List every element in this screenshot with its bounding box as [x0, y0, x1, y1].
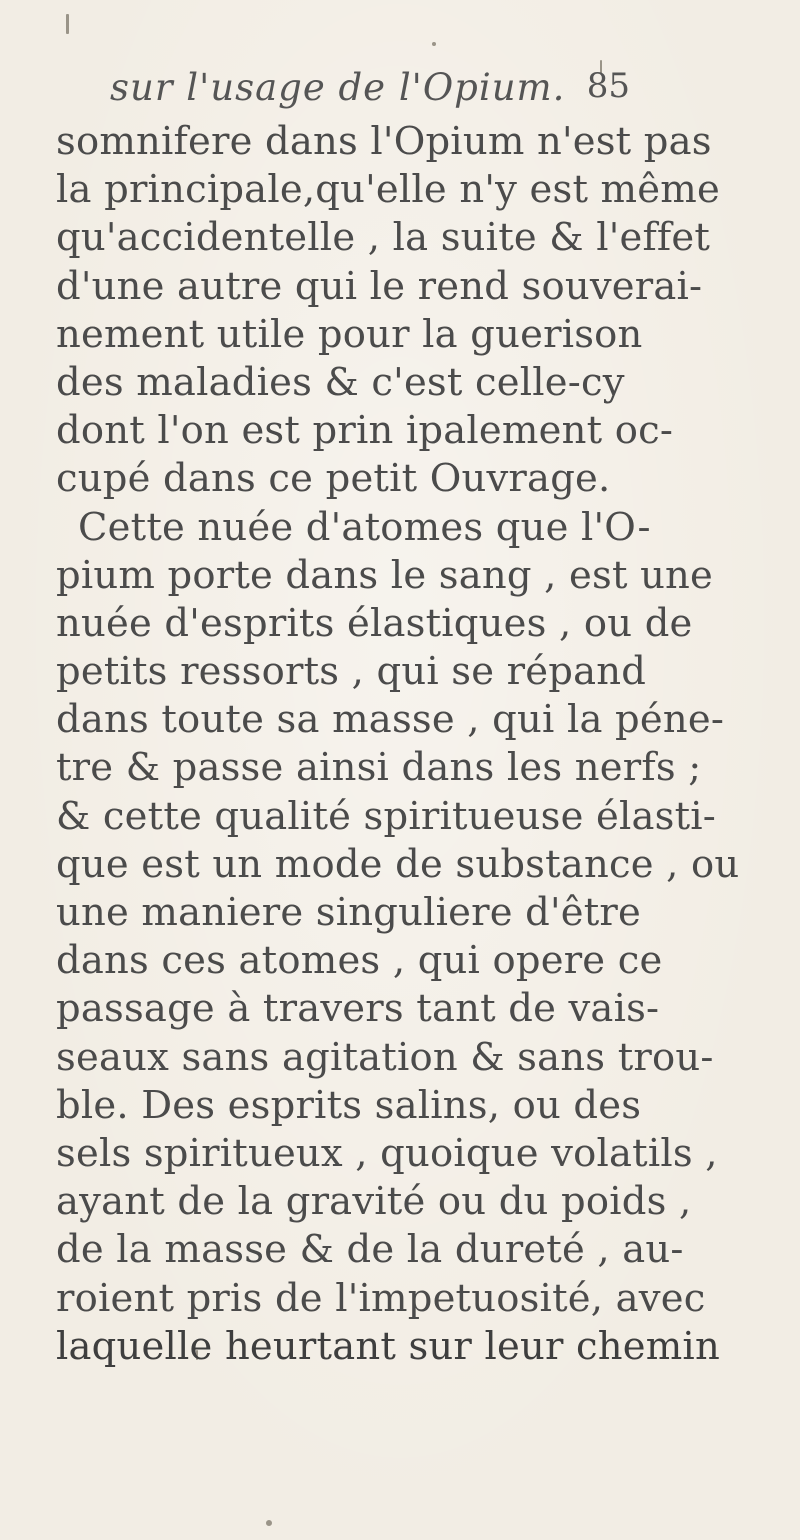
text-line: petits ressorts , qui se répand [56, 649, 647, 695]
text-line: ayant de la gravité ou du poids , [56, 1179, 692, 1225]
text-line: tre & passe ainsi dans les nerfs ; [56, 745, 702, 791]
page-header [110, 66, 630, 118]
page-number: 85 [586, 66, 630, 106]
text-line: une maniere singuliere d'être [56, 890, 642, 935]
text-line: sels spiritueux , quoique volatils , [56, 1130, 718, 1176]
ink-speck [66, 14, 69, 34]
text-line: que est un mode de substance , ou [56, 841, 740, 887]
text-line: Cette nuée d'atomes que l'O- [78, 504, 651, 550]
text-line: la principale,qu'elle n'y est même [56, 167, 720, 213]
text-line: dans ces atomes , qui opere ce [56, 938, 663, 984]
text-line: ble. Des esprits salins, ou des [56, 1082, 642, 1128]
body-text [56, 118, 740, 1371]
text-line: des maladies & c'est celle-cy [56, 359, 625, 405]
text-line: somnifere dans l'Opium n'est pas [56, 119, 712, 164]
text-line: laquelle heurtant sur leur chemin [56, 1323, 720, 1369]
ink-speck [266, 1520, 272, 1526]
text-line: dont l'on est prin ipalement oc- [56, 408, 674, 454]
running-head: sur l'usage de l'Opium. [110, 66, 566, 109]
text-line: qu'accidentelle , la suite & l'effet [56, 215, 711, 261]
text-line: nement utile pour la guerison [56, 311, 643, 357]
ink-speck [432, 42, 436, 46]
text-line: & cette qualité spiritueuse élasti- [56, 793, 716, 839]
text-line: nuée d'esprits élastiques , ou de [56, 600, 693, 646]
text-line: cupé dans ce petit Ouvrage. [56, 456, 611, 502]
text-line: passage à travers tant de vais- [56, 986, 660, 1032]
text-line: dans toute sa masse , qui la péne- [56, 697, 725, 743]
text-line: de la masse & de la dureté , au- [56, 1227, 684, 1273]
text-line: pium porte dans le sang , est une [56, 552, 714, 598]
text-line: roient pris de l'impetuosité, avec [56, 1275, 706, 1321]
text-line: d'une autre qui le rend souverai- [56, 263, 703, 309]
text-line: seaux sans agitation & sans trou- [56, 1034, 714, 1080]
